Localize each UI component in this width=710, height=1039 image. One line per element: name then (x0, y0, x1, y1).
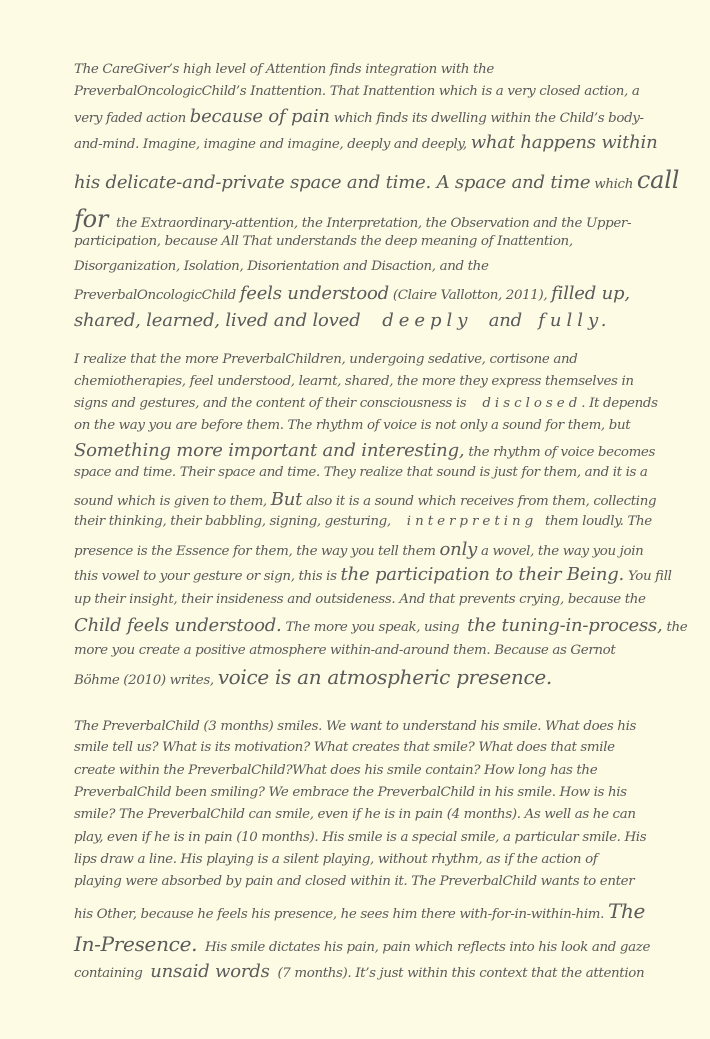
text-line (74, 234, 573, 249)
emphasized-text: interpreting (398, 514, 538, 529)
text-segment: smile? The PreverbalChild can smile, even if he is in pain (4 months). As well as he can (74, 807, 636, 822)
text-segment: the Extraordinary-attention, the Interpretation, the Observation and the Upper- (108, 216, 632, 231)
text-segment: PreverbalOncologicChild (74, 288, 240, 303)
text-line (74, 932, 650, 956)
text-segment: and-mind. Imagine, imagine and imagine, deeply and deeply, (74, 137, 471, 152)
text-line (74, 489, 656, 510)
text-line (74, 852, 597, 867)
text-segment: up their insight, their insideness and outsideness. And that prevents crying, because the (74, 592, 646, 607)
text-segment: which (590, 177, 637, 192)
text-segment: participation, because All That understands the deep meaning of Inattention, (74, 234, 573, 249)
text-segment: Disorganization, Isolation, Disorientation and Disaction, and the (74, 259, 489, 274)
text-line (74, 785, 627, 800)
text-segment: a wovel, the way you join (477, 544, 644, 559)
text-segment: The PreverbalChild (3 months) smiles. We want to understand his smile. What does his (74, 719, 637, 734)
text-line (74, 961, 644, 982)
text-line (74, 643, 615, 658)
text-segment: space and time. Their space and time. They realize that sound is just for them, and it is a (74, 465, 648, 480)
text-line (74, 62, 494, 77)
text-segment: which finds its dwelling within the Child’s body- (329, 111, 644, 126)
text-line (74, 514, 652, 529)
text-line (74, 310, 611, 331)
text-line (74, 665, 552, 689)
emphasized-text: In-Presence. (74, 932, 198, 956)
text-line (74, 807, 636, 822)
text-segment: . It depends (581, 396, 658, 411)
text-segment: more you create a positive atmosphere within-and-around them. Because as Gernot (74, 643, 616, 658)
text-line (74, 106, 644, 127)
text-line (74, 539, 643, 560)
text-line (74, 763, 597, 778)
text-line (74, 740, 615, 755)
text-segment: their thinking, their babbling, signing, gesturing, (74, 514, 399, 529)
emphasized-text: for (74, 205, 109, 233)
text-line (74, 592, 646, 607)
text-line (74, 418, 630, 433)
text-line (74, 874, 634, 889)
text-segment: create within the PreverbalChild?What does his smile contain? How long has the (74, 763, 598, 778)
text-segment: lips draw a line. His playing is a silent playing, without rhythm, as if the action of (74, 852, 598, 867)
text-line (74, 564, 672, 585)
text-segment: very faded action (74, 111, 190, 126)
text-line (74, 440, 655, 461)
emphasized-text: Child feels understood. (74, 615, 282, 636)
emphasized-text: call (636, 166, 680, 194)
emphasized-text: the participation to their Being. (340, 564, 625, 585)
text-segment: presence is the Essence for them, the way you tell them (74, 544, 440, 559)
text-line (74, 899, 645, 923)
text-line (74, 132, 658, 153)
text-segment: his Other, because he feels his presence, he sees him there with-for-in-within-him. (74, 907, 608, 922)
text-segment: You fill (624, 569, 672, 584)
text-segment: them loudly. The (537, 514, 652, 529)
text-line (74, 830, 646, 845)
text-segment: the (662, 620, 688, 635)
text-segment: chemiotherapies, feel understood, learnt, shared, the more they express themselves in (74, 374, 634, 389)
emphasized-text: Something more important and interesting, (74, 440, 465, 461)
emphasized-text: shared, learned, lived and loved (74, 310, 372, 331)
text-segment: PreverbalOncologicChild’s Inattention. That Inattention which is a very closed action, a (74, 84, 640, 99)
text-line (74, 352, 577, 367)
text-segment: signs and gestures, and the content of their consciousness is (74, 396, 475, 411)
emphasized-text: feels understood (239, 283, 389, 304)
text-segment: smile tell us? What is its motivation? What creates that smile? What does that smile (74, 740, 615, 755)
emphasized-text: only (439, 539, 478, 560)
emphasized-text: fully. (527, 310, 612, 331)
text-segment: on the way you are before them. The rhythm of voice is not only a sound for them, but (74, 418, 631, 433)
emphasized-text: the tuning-in-process, (467, 615, 663, 636)
emphasized-text: disclosed (474, 396, 582, 411)
text-segment: The more you speak, using (281, 620, 468, 635)
emphasized-text: filled up, (551, 283, 630, 304)
emphasized-text: what happens within (470, 132, 658, 153)
text-line (74, 166, 679, 194)
text-segment: containing (74, 966, 151, 981)
text-segment: sound which is given to them, (74, 494, 271, 509)
emphasized-text: deeply (371, 310, 484, 331)
emphasized-text: because of pain (189, 106, 330, 127)
emphasized-text: The (607, 899, 646, 923)
text-segment: The CareGiver’s high level of Attention finds integration with the (74, 62, 494, 77)
text-line (74, 84, 640, 99)
text-segment: this vowel to your gesture or sign, this is (74, 569, 341, 584)
text-line (74, 374, 634, 389)
text-line (74, 259, 489, 274)
text-segment: PreverbalChild been smiling? We embrace the PreverbalChild in his smile. How is his (74, 785, 627, 800)
text-line (74, 465, 648, 480)
text-segment: also it is a sound which receives from them, collecting (302, 494, 657, 509)
emphasized-text: and (483, 310, 528, 331)
text-line (74, 205, 631, 233)
text-segment: the rhythm of voice becomes (464, 445, 656, 460)
text-line (74, 615, 687, 636)
text-line (74, 283, 630, 304)
text-line (74, 396, 658, 411)
emphasized-text: voice is an atmospheric presence. (217, 665, 552, 689)
text-segment: play, even if he is in pain (10 months). His smile is a special smile, a particular smile. His (74, 830, 647, 845)
text-line (74, 719, 636, 734)
text-segment: His smile dictates his pain, pain which reflects into his look and gaze (197, 940, 651, 955)
emphasized-text: his delicate-and-private space and time. A space and time (74, 172, 591, 193)
emphasized-text: unsaid words (150, 961, 270, 982)
text-segment: Böhme (2010) writes, (74, 673, 218, 688)
text-segment: (7 months). It’s just within this context that the attention (269, 966, 645, 981)
text-segment: I realize that the more PreverbalChildren, undergoing sedative, cortisone and (74, 352, 578, 367)
text-segment: (Claire Vallotton, 2011), (388, 288, 552, 303)
emphasized-text: But (270, 489, 303, 510)
text-segment: playing were absorbed by pain and closed within it. The PreverbalChild wants to enter (74, 874, 635, 889)
